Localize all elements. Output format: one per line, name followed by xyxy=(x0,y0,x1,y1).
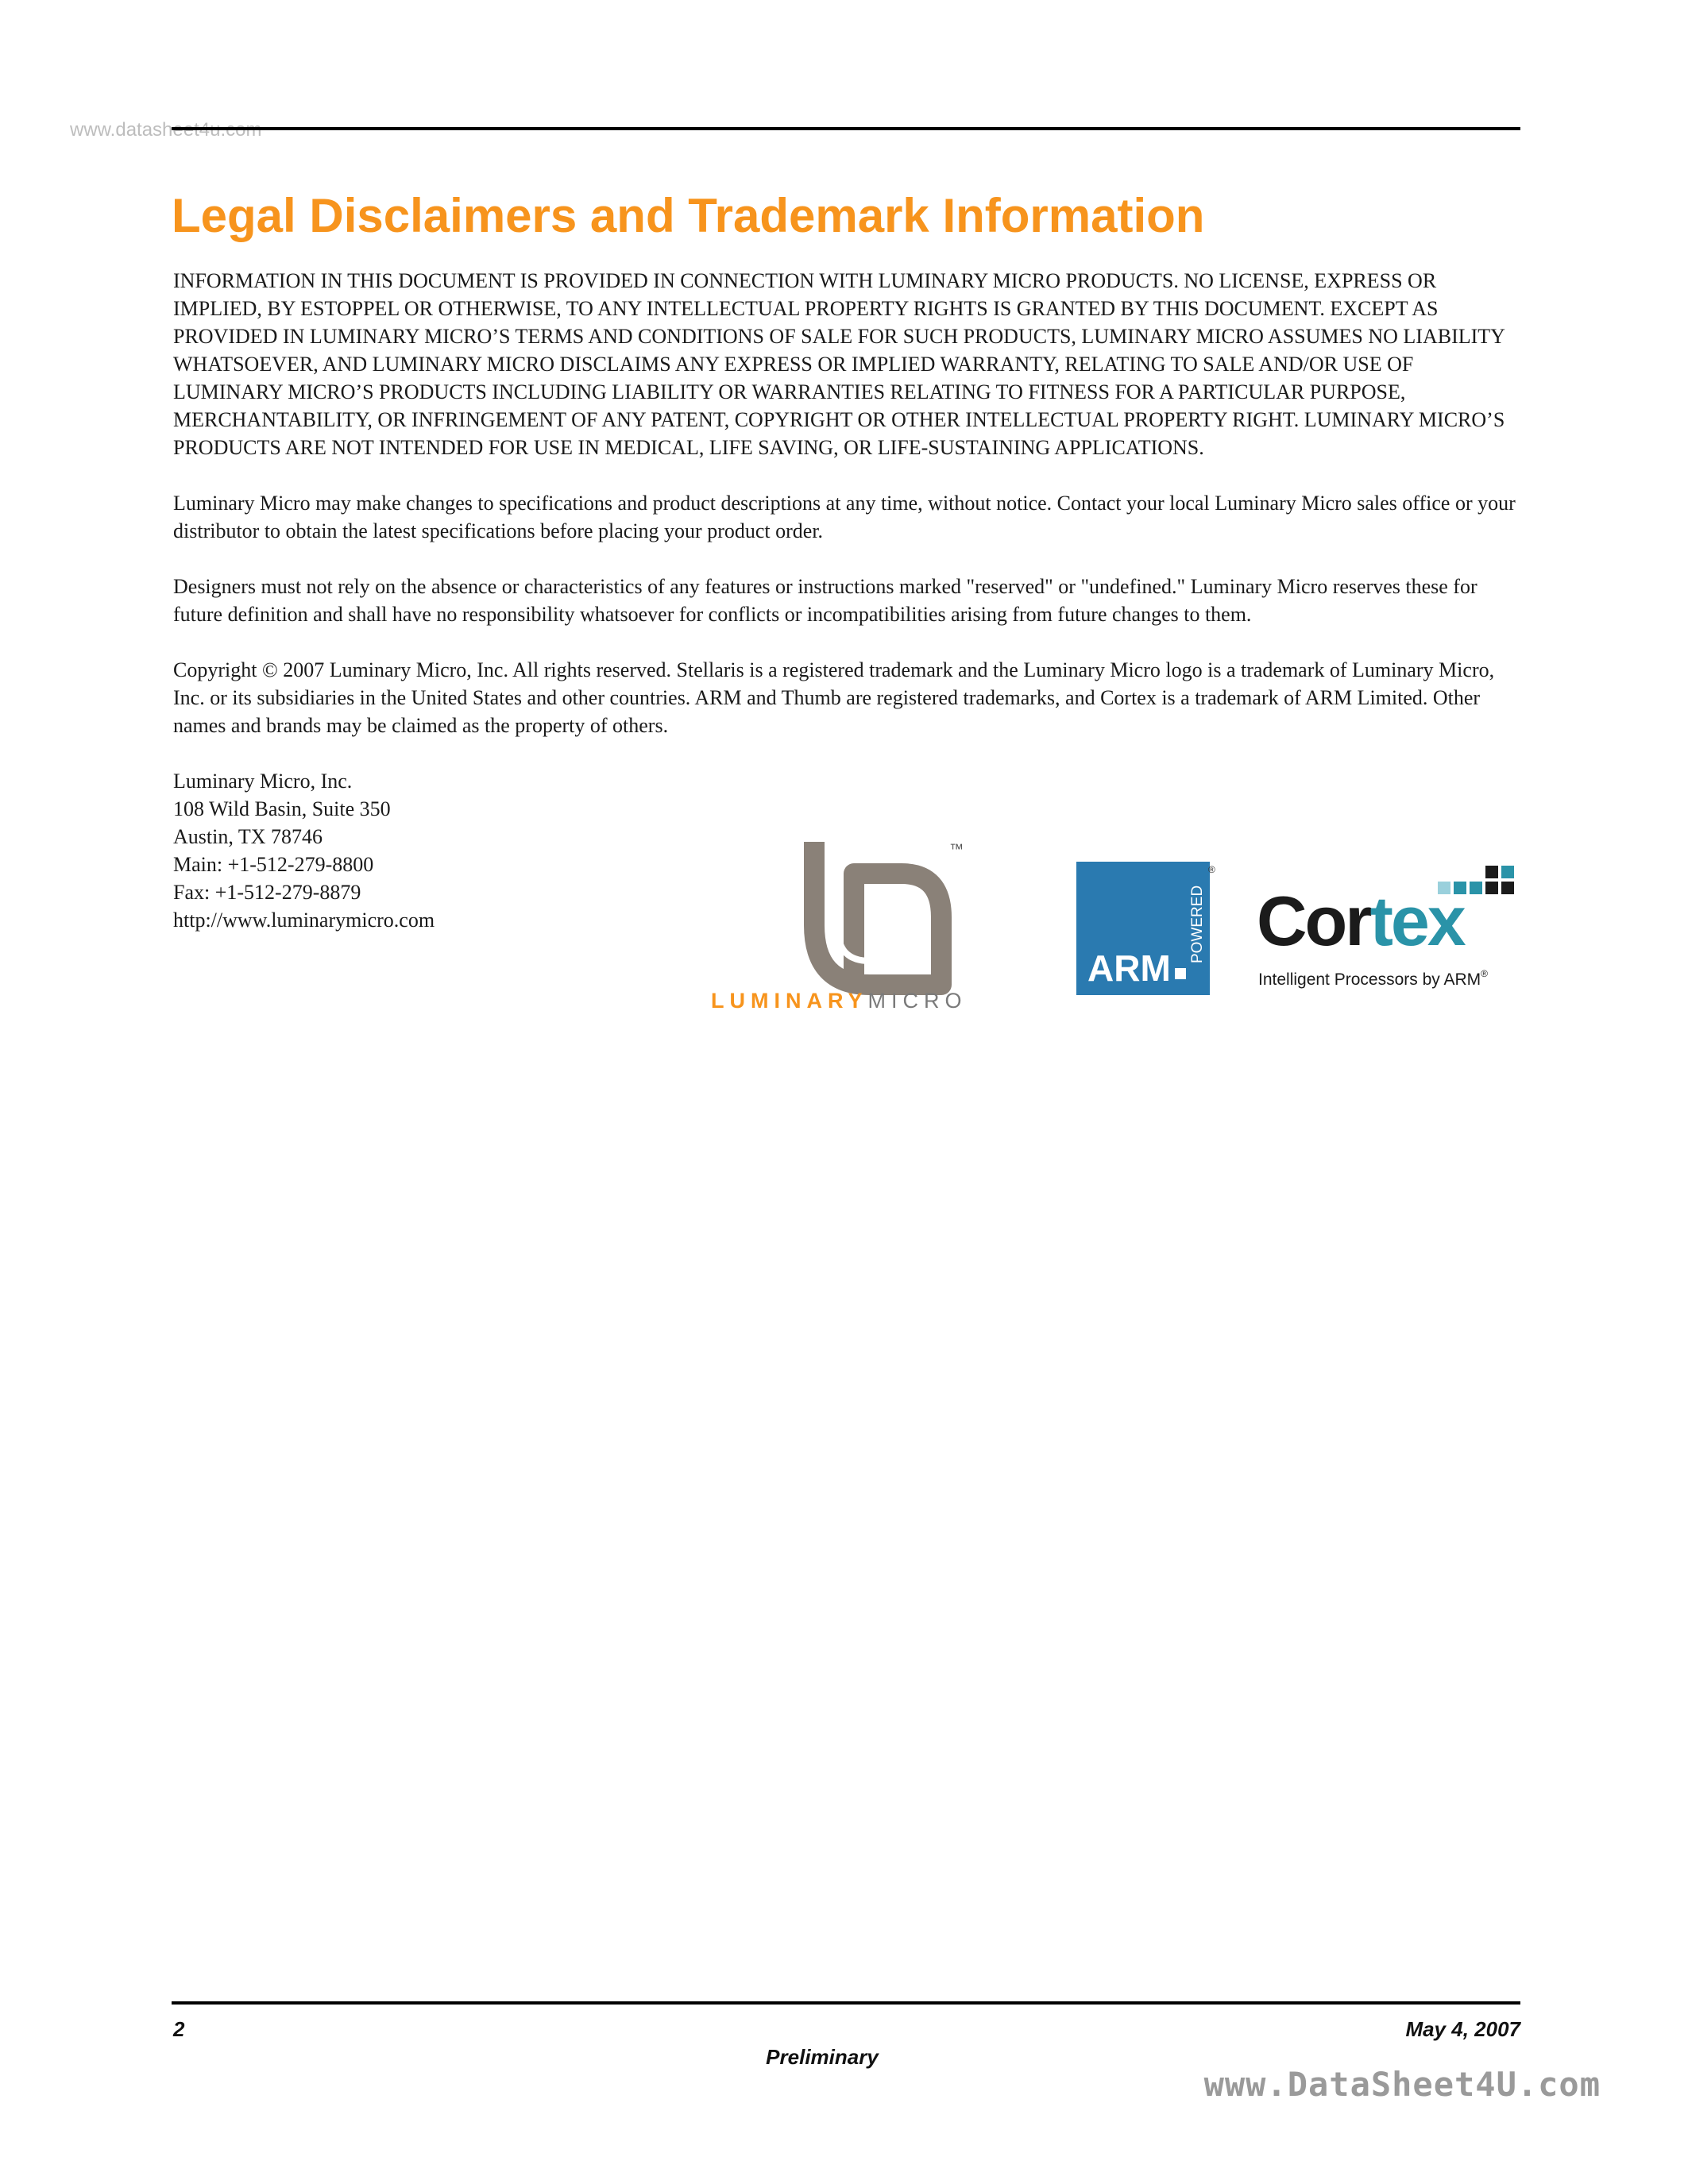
cortex-reg: ® xyxy=(1481,968,1488,979)
arm-powered-logo xyxy=(1076,862,1215,1001)
copyright-paragraph: Copyright © 2007 Luminary Micro, Inc. All rights reserved. Stellaris is a registered trademark and the Luminary Micro logo is a trademark of Luminary Micro, Inc. or its subsidiaries in the United States and other countries. ARM and Thumb are registered trademarks, and Cortex is a trademark of ARM Limited. Other names and brands may be claimed as the property of others. xyxy=(173,658,1495,737)
header-rule xyxy=(172,127,1520,130)
footer-date: May 4, 2007 xyxy=(1405,2017,1520,2041)
arm-reg: ® xyxy=(1208,864,1215,875)
luminary-wordmark-light: MICRO xyxy=(867,989,968,1013)
changes-paragraph: Luminary Micro may make changes to specifications and product descriptions at any time, without notice. Contact your local Luminary Micro sales office or your distributor to obtain the latest specifications before placing your product order. xyxy=(173,492,1516,542)
cortex-text-teal: tex xyxy=(1369,882,1464,960)
reserved-paragraph: Designers must not rely on the absence or characteristics of any features or instructions marked "reserved" or "undefined." Luminary Micro reserves these for future definition and shall have no responsibility whatsoever for conflicts or incompatibilities arising from future changes to them. xyxy=(173,575,1477,626)
address-company: Luminary Micro, Inc. xyxy=(173,770,353,793)
svg-text:Intelligent Processors by ARM® xyxy=(1258,968,1488,989)
address-phone: Main: +1-512-279-8800 xyxy=(173,853,374,876)
page-number: 2 xyxy=(173,2017,185,2041)
luminary-micro-wordmark xyxy=(711,989,1029,1013)
svg-text:Cortex xyxy=(1257,882,1466,960)
arm-powered-text: POWERED xyxy=(1189,885,1206,963)
disclaimer-paragraph: INFORMATION IN THIS DOCUMENT IS PROVIDED IN CONNECTION WITH LUMINARY MICRO PRODUCTS. NO LICENSE, EXPRESS OR IMPLIED, BY ESTOPPEL OR OTHERWISE, TO ANY INTELLECTUAL PROPERTY RIGHTS IS GRANTED BY THIS DOCUMENT. EXCEPT AS PROVIDED IN LUMINARY MICRO’S TERMS AND CONDITIONS OF SALE FOR SUCH PRODUCTS, LUMINARY MICRO ASSUMES NO LIABILITY WHATSOEVER, AND LUMINARY MICRO DISCLAIMS ANY EXPRESS OR IMPLIED WARRANTY, RELATING TO SALE AND/OR USE OF LUMINARY MICRO’S PRODUCTS INCLUDING LIABILITY OR WARRANTIES RELATING TO FITNESS FOR A PARTICULAR PURPOSE, MERCHANTABILITY, OR INFRINGEMENT OF ANY PATENT, COPYRIGHT OR OTHER INTELLECTUAL PROPERTY RIGHT. LUMINARY MICRO’S PRODUCTS ARE NOT INTENDED FOR USE IN MEDICAL, LIFE SAVING, OR LIFE-SUSTAINING APPLICATIONS. xyxy=(173,269,1505,459)
page-title: Legal Disclaimers and Trademark Information xyxy=(172,189,1205,242)
address-city: Austin, TX 78746 xyxy=(173,825,323,848)
cortex-text-dark: Cor xyxy=(1257,882,1370,960)
cortex-tagline: Intelligent Processors by ARM xyxy=(1258,970,1481,989)
address-website: http://www.luminarymicro.com xyxy=(173,909,435,932)
address-fax: Fax: +1-512-279-8879 xyxy=(173,881,361,904)
address-street: 108 Wild Basin, Suite 350 xyxy=(173,797,391,820)
cortex-logo xyxy=(1255,866,1525,1005)
footer-status: Preliminary xyxy=(766,2045,879,2069)
luminary-tm: ™ xyxy=(949,841,964,857)
watermark-top: www.datasheet4u.com xyxy=(70,119,262,141)
watermark-bottom: www.DataSheet4U.com xyxy=(1203,2065,1601,2104)
footer-rule xyxy=(172,2001,1520,2005)
arm-text: ARM xyxy=(1087,947,1171,989)
luminary-wordmark-bold: LUMINARY xyxy=(711,989,868,1013)
